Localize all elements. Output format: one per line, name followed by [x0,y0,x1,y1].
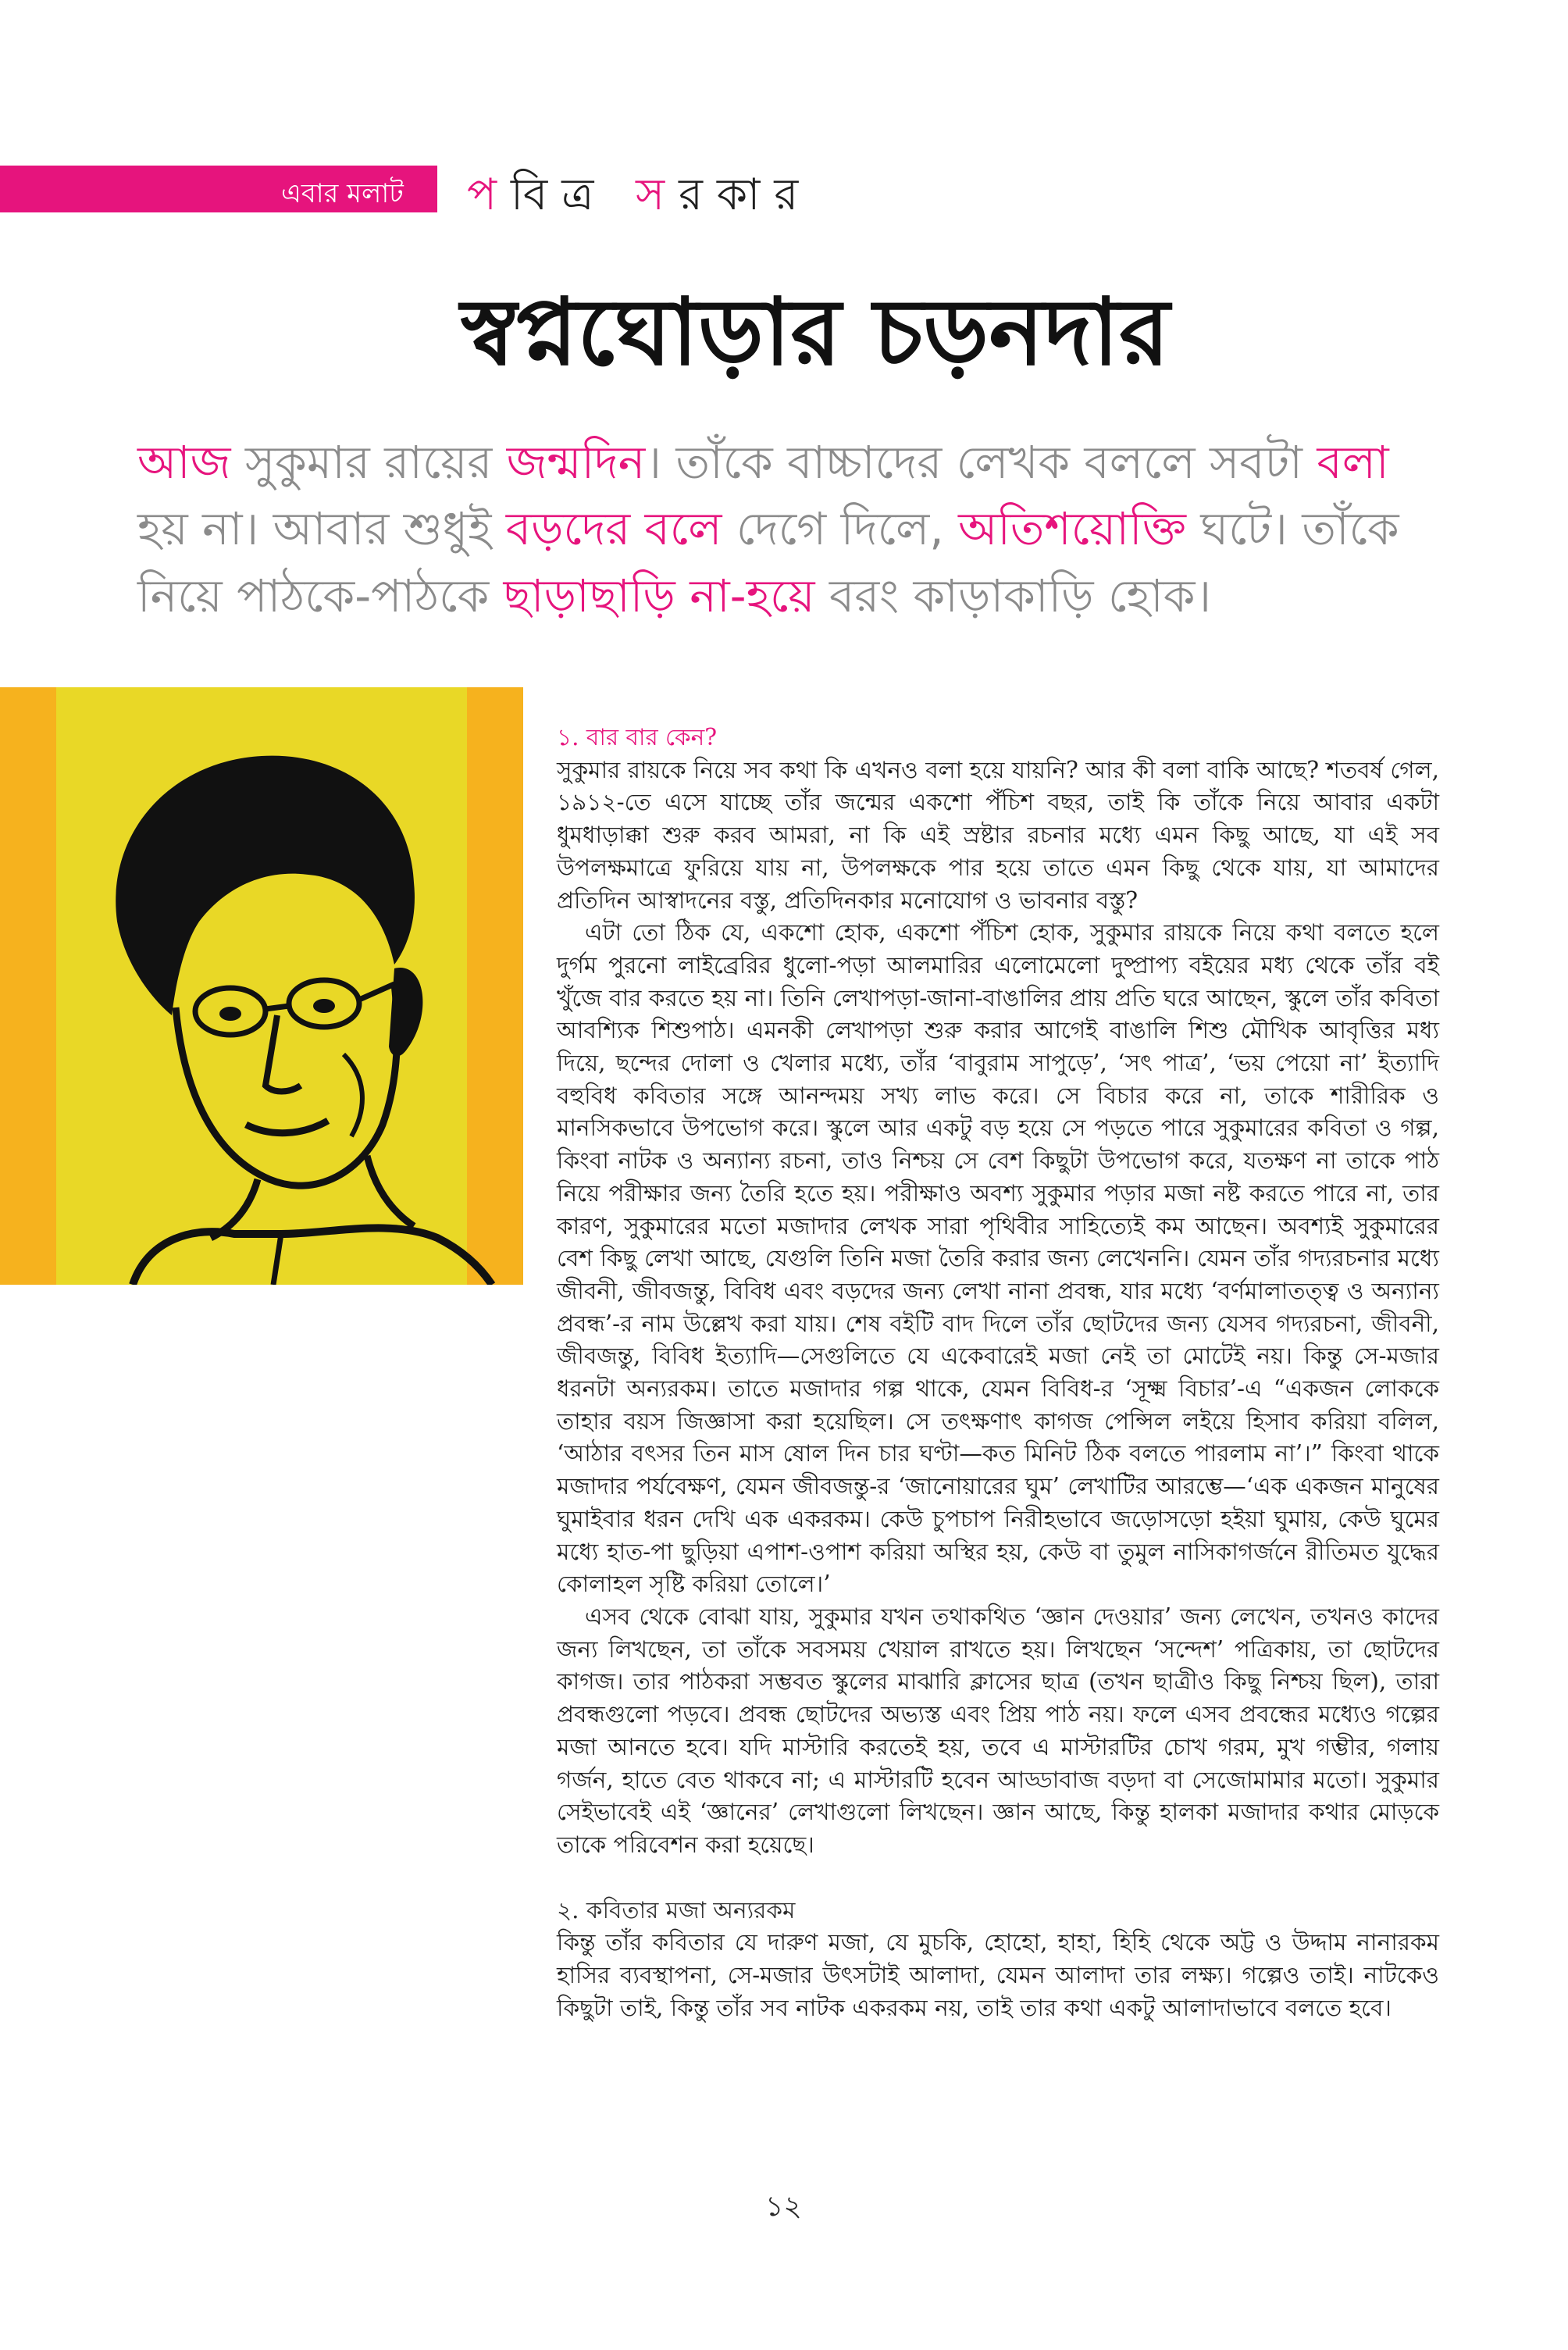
portrait-sketch [0,687,523,1285]
nose [265,1015,301,1092]
intro-part: জন্মদিন [506,436,646,489]
intro-part: দেগে দিলে, [722,502,959,556]
intro-part: অতিশয়োক্তি [958,502,1186,556]
eye-right [313,999,335,1013]
collar [133,1228,492,1285]
intro-part: সুকুমার রায়ের [230,436,507,489]
section-label: এবার মলাট [281,178,404,209]
shirt-line [273,1234,281,1285]
eye-left [219,1007,241,1021]
glasses-bridge [265,1006,289,1009]
author-last-rest: রকার [679,169,813,220]
intro-part: ঘটে। তাঁকে নিয়ে পাঠকে-পাঠকে [137,502,1399,622]
article-paragraph: এটা তো ঠিক যে, একশো হোক, একশো পঁচিশ হোক, সুকুমার রায়কে নিয়ে কথা বলতে হলে দুর্গম পুরনো লাইব্রেরির ধুলো-পড়া আলমারির এলোমেলো দুষ্প্রাপ্য বইয়ের মধ্য থেকে তাঁর বই খুঁজে বার করতে হয় না। তিনি লেখাপড়া-জানা-বাঙালির প্রায় প্রতি ঘরে আছেন, স্কুলে তাঁর কবিতা আবশ্যিক শিশুপাঠ। এমনকী লেখাপড়া শুরু করার আগেই বাঙালি শিশু মৌখিক আবৃত্তির মধ্য দিয়ে, ছন্দের দোলা ও খেলার মধ্যে, তাঁর ‘বাবুরাম সাপুড়ে’, ‘সৎ পাত্র’, ‘ভয় পেয়ো না’ ইত্যাদি বহুবিধ কবিতার সঙ্গে আনন্দময় সখ্য লাভ করে। সে বিচার করে না, তাকে শারীরিক ও মানসিকভাবে উপভোগ করে। স্কুলে আর একটু বড় হয়ে সে পড়তে পারে সুকুমারের কবিতা ও গল্প, কিংবা নাটক ও অন্যান্য রচনা, তাও নিশ্চয় সে বেশ কিছুটা উপভোগ করে, যতক্ষণ না তাকে পাঠ নিয়ে পরীক্ষার জন্য তৈরি হতে হয়। পরীক্ষাও অবশ্য সুকুমার পড়ার মজা নষ্ট করতে পারে না, তার কারণ, সুকুমারের মতো মজাদার লেখক সারা পৃথিবীর সাহিত্যেই কম আছেন। অবশ্যই সুকুমারের বেশ কিছু লেখা আছে, যেগুলি তিনি মজা তৈরি করার জন্য লেখেননি। যেমন তাঁর গদ্যরচনার মধ্যে জীবনী, জীবজন্তু, বিবিধ এবং বড়দের জন্য লেখা নানা প্রবন্ধ, যার মধ্যে ‘বর্ণমালাতত্ত্ব ও অন্যান্য প্রবন্ধ’-র নাম উল্লেখ করা যায়। শেষ বইটি বাদ দিলে তাঁর ছোটদের জন্য যেসব গদ্যরচনা, জীবনী, জীবজন্তু, বিবিধ ইত্যাদি—সেগুলিতে যে একেবারেই মজা নেই তা মোটেই নয়। কিন্তু সে-মজার ধরনটা অন্যরকম। তাতে মজাদার গল্প থাকে, যেমন বিবিধ-র ‘সূক্ষ্ম বিচার’-এ “একজন লোককে তাহার বয়স জিজ্ঞাসা করা হয়েছিল। সে তৎক্ষণাৎ কাগজ পেন্সিল লইয়ে হিসাব করিয়া বলিল, ‘আঠার বৎসর তিন মাস ষোল দিন চার ঘণ্টা—কত মিনিট ঠিক বলতে পারলাম না’।” কিংবা থাকে মজাদার পর্যবেক্ষণ, যেমন জীবজন্তু-র ‘জানোয়ারের ঘুম’ লেখাটির আরম্ভে—‘এক একজন মানুষের ঘুমাইবার ধরন দেখি এক একরকম। কেউ চুপচাপ নিরীহভাবে জড়োসড়ো হইয়া ঘুমায়, কেউ ঘুমের মধ্যে হাত-পা ছুড়িয়া এপাশ-ওপাশ করিয়া অস্থির হয়, কেউ বা তুমুল নাসিকাগর্জনে রীতিমত যুদ্ধের কোলাহল সৃষ্টি করিয়া তোলে।’ [557,919,1439,1598]
article-paragraph: এসব থেকে বোঝা যায়, সুকুমার যখন তথাকথিত ‘জ্ঞান দেওয়ার’ জন্য লেখেন, তখনও কাদের জন্য লিখছেন, তা তাঁকে সবসময় খেয়াল রাখতে হয়। লিখছেন ‘সন্দেশ’ পত্রিকায়, তা ছোটদের কাগজ। তার পাঠকরা সম্ভবত স্কুলের মাঝারি ক্লাসের ছাত্র (তখন ছাত্রীও কিছু নিশ্চয় ছিল), তারা প্রবন্ধগুলো পড়বে। প্রবন্ধ ছোটদের অভ্যস্ত এবং প্রিয় পাঠ নয়। ফলে এসব প্রবন্ধের মধ্যেও গল্পের মজা আনতে হবে। যদি মাস্টারি করতেই হয়, তবে এ মাস্টারটির চোখ গরম, মুখ গম্ভীর, গলায় গর্জন, হাতে বেত থাকবে না; এ মাস্টারটি হবেন আড্ডাবাজ বড়দা বা সেজোমামার মতো। সুকুমার সেইভাবেই এই ‘জ্ঞানের’ লেখাগুলো লিখছেন। জ্ঞান আছে, কিন্তু হালকা মজাদার কথার মোড়কে তাকে পরিবেশন করা হয়েছে। [557,1603,1439,1858]
article-title: স্বপ্নঘোড়ার চড়নদার [461,278,1170,386]
author-name [467,161,812,234]
face-outline [176,984,397,1186]
intro-part: হয় না। আবার শুধুই [137,502,506,556]
glasses-arm [359,984,394,1000]
section-gap [557,1862,1439,1895]
intro-part: বলা [1317,436,1389,489]
author-last-initial: স [636,169,679,220]
author-first-initial: প [467,169,511,220]
intro-part: বরং কাড়াকাড়ি হোক। [814,569,1212,622]
intro-deck [137,430,1434,629]
cheek-shade [344,1054,362,1136]
intro-part: বড়দের বলে [505,502,722,556]
portrait-illustration [0,687,523,1285]
intro-part: ছাড়াছাড়ি না-হয়ে [503,569,815,622]
ear [389,968,422,1056]
section-heading: ২. কবিতার মজা অন্যরকম [557,1896,796,1924]
article-paragraph: সুকুমার রায়কে নিয়ে সব কথা কি এখনও বলা হয়ে যায়নি? আর কী বলা বাকি আছে? শতবর্ষ গেল, ১৯১২-তে এসে যাচ্ছে তাঁর জন্মের একশো পঁচিশ বছর, তাই কি তাঁকে নিয়ে আবার একটা ধুমধাড়াক্কা শুরু করব আমরা, না কি এই স্রষ্টার রচনার মধ্যে এমন কিছু আছে, যা এই সব উপলক্ষমাত্রে ফুরিয়ে যায় না, উপলক্ষকে পার হয়ে তাতে এমন কিছু থেকে যায়, যা আমাদের প্রতিদিন আস্বাদনের বস্তু, প্রতিদিনকার মনোযোগ ও ভাবনার বস্তু? [557,756,1439,914]
article-paragraph: কিন্তু তাঁর কবিতার যে দারুণ মজা, যে মুচকি, হোহো, হাহা, হিহি থেকে অট্ট ও উদ্দাম নানারকম হাসির ব্যবস্থাপনা, সে-মজার উৎসটাই আলাদা, যেমন আলাদা তার লক্ষ্য। গল্পেও তাই। নাটকেও কিছুটা তাই, কিন্তু তাঁর সব নাটক একরকম নয়, তাই তার কথা একটু আলাদাভাবে বলতে হবে। [557,1929,1439,2021]
author-first-rest: বিত্র [511,169,608,220]
section-heading: ১. বার বার কেন? [557,724,718,751]
page-number: ১২ [765,2191,802,2223]
article-body [557,722,1439,2024]
mouth [246,1121,328,1133]
intro-part: । তাঁকে বাচ্চাদের লেখক বললে সবটা [645,436,1317,489]
intro-part: আজ [137,436,231,489]
hair [116,756,415,1015]
